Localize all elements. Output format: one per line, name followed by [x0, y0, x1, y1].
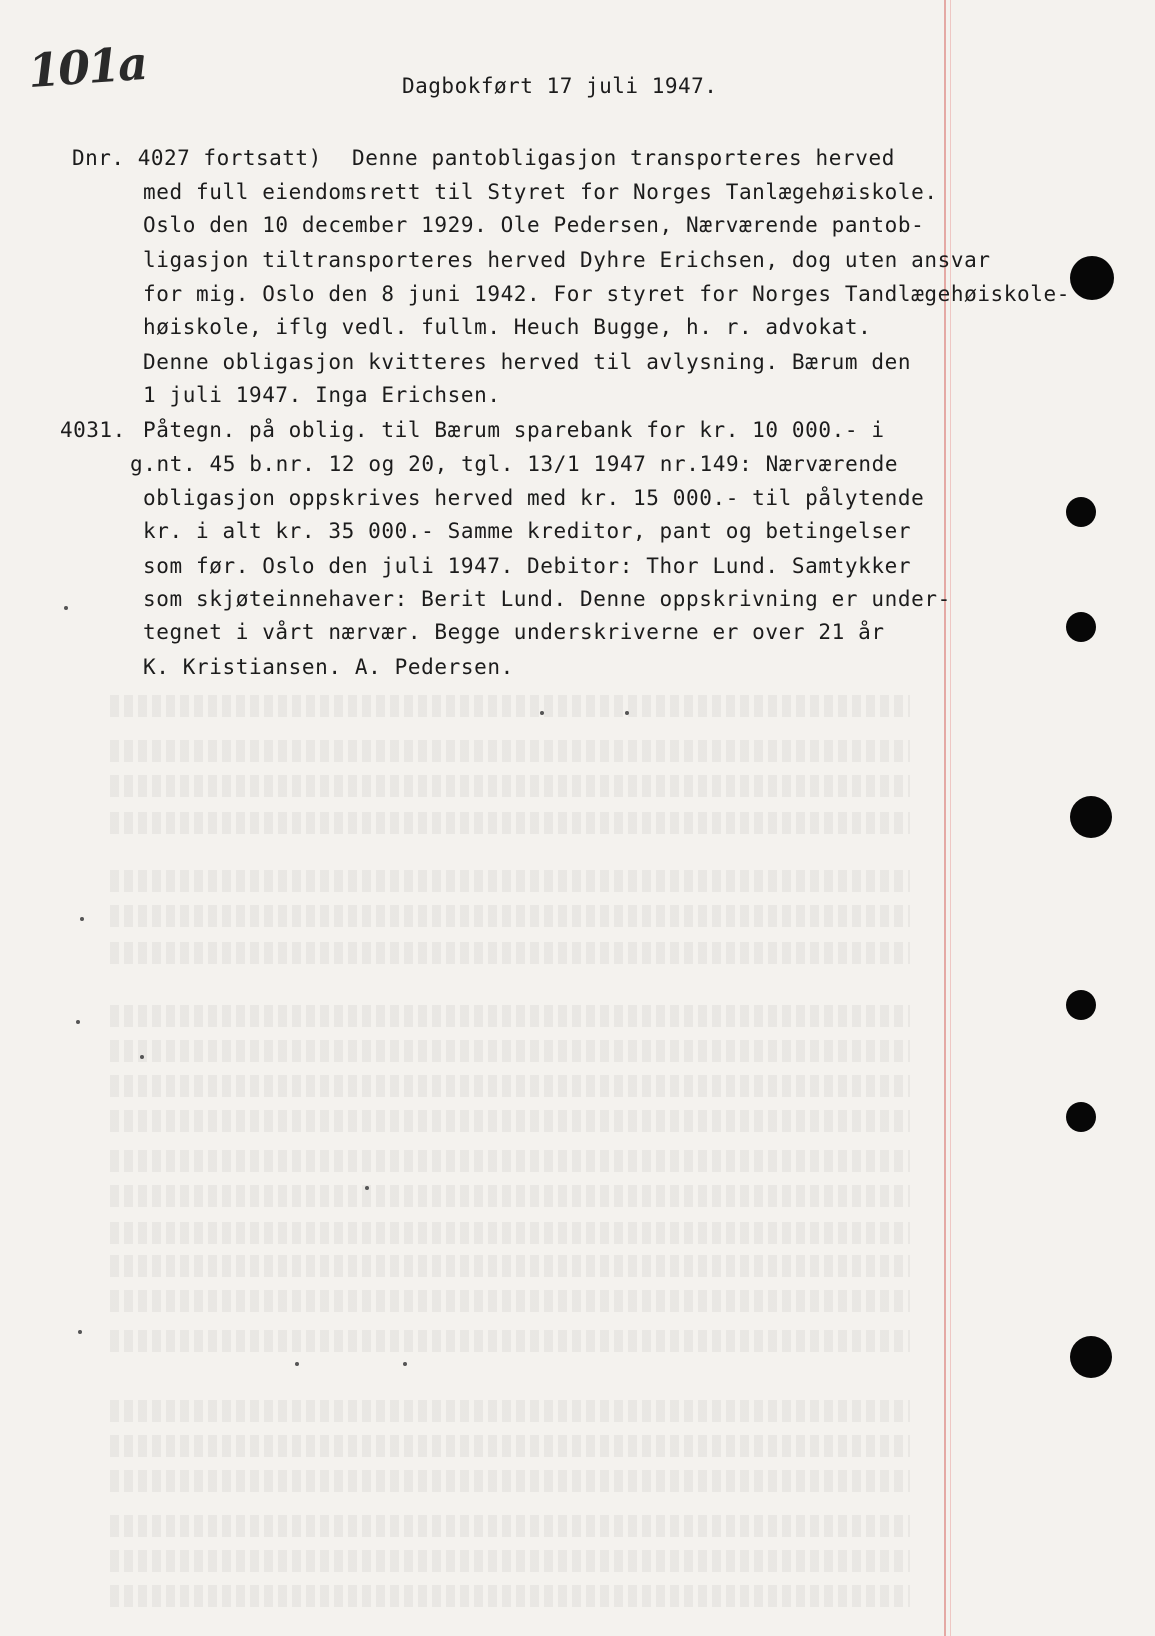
- ink-dot: [295, 1362, 299, 1366]
- entry-number: Dnr. 4027 fortsatt): [72, 146, 322, 170]
- ink-dot: [76, 1020, 80, 1024]
- bleed-through: [110, 1040, 910, 1062]
- bleed-through: [110, 1290, 910, 1312]
- bleed-through: [110, 1222, 910, 1244]
- entry-line: tegnet i vårt nærvær. Begge underskriverne er over 21 år: [143, 620, 885, 644]
- entry-line: 1 juli 1947. Inga Erichsen.: [143, 383, 501, 407]
- punch-hole: [1070, 256, 1114, 300]
- punch-hole: [1066, 497, 1096, 527]
- bleed-through: [110, 775, 910, 797]
- entry-line: Denne pantobligasjon transporteres herved: [352, 146, 895, 170]
- ink-dot: [64, 606, 68, 610]
- entry-line: g.nt. 45 b.nr. 12 og 20, tgl. 13/1 1947 nr.149: Nærværende: [130, 452, 899, 476]
- ink-dot: [140, 1055, 144, 1059]
- margin-rule-secondary: [950, 0, 951, 1636]
- bleed-through: [110, 905, 910, 927]
- bleed-through: [110, 1470, 910, 1492]
- bleed-through: [110, 695, 910, 717]
- punch-hole: [1066, 612, 1096, 642]
- bleed-through: [110, 1435, 910, 1457]
- bleed-through: [110, 942, 910, 964]
- bleed-through: [110, 1150, 910, 1172]
- ink-dot: [625, 711, 629, 715]
- bleed-through: [110, 1075, 910, 1097]
- entry-line: ligasjon tiltransporteres herved Dyhre Erichsen, dog uten ansvar: [143, 248, 991, 272]
- ink-dot: [80, 917, 84, 921]
- ink-dot: [540, 711, 544, 715]
- bleed-through: [110, 740, 910, 762]
- entry-line: for mig. Oslo den 8 juni 1942. For styret for Norges Tandlægehøiskole-: [143, 282, 1071, 306]
- bleed-through: [110, 1515, 910, 1537]
- entry-line: som før. Oslo den juli 1947. Debitor: Thor Lund. Samtykker: [143, 554, 912, 578]
- punch-hole: [1066, 1102, 1096, 1132]
- ink-dot: [403, 1362, 407, 1366]
- folio-number: 101a: [26, 35, 148, 99]
- bleed-through: [110, 1185, 910, 1207]
- entry-line: Påtegn. på oblig. til Bærum sparebank for kr. 10 000.- i: [143, 418, 885, 442]
- bleed-through: [110, 870, 910, 892]
- page-header: Dagbokført 17 juli 1947.: [402, 74, 718, 98]
- margin-rule: [944, 0, 946, 1636]
- entry-number: 4031.: [60, 418, 126, 442]
- entry-line: Oslo den 10 december 1929. Ole Pedersen, Nærværende pantob-: [143, 213, 925, 237]
- punch-hole: [1066, 990, 1096, 1020]
- entry-line: kr. i alt kr. 35 000.- Samme kreditor, pant og betingelser: [143, 519, 912, 543]
- entry-line: som skjøteinnehaver: Berit Lund. Denne oppskrivning er under-: [143, 587, 951, 611]
- ink-dot: [78, 1330, 82, 1334]
- bleed-through: [110, 1585, 910, 1607]
- bleed-through: [110, 1255, 910, 1277]
- entry-line: obligasjon oppskrives herved med kr. 15 000.- til pålytende: [143, 486, 925, 510]
- entry-line: høiskole, iflg vedl. fullm. Heuch Bugge, h. r. advokat.: [143, 315, 872, 339]
- bleed-through: [110, 1110, 910, 1132]
- ink-dot: [365, 1186, 369, 1190]
- punch-hole: [1070, 1336, 1112, 1378]
- bleed-through: [110, 1550, 910, 1572]
- bleed-through: [110, 812, 910, 834]
- bleed-through: [110, 1005, 910, 1027]
- bleed-through: [110, 1330, 910, 1352]
- entry-line: K. Kristiansen. A. Pedersen.: [143, 655, 514, 679]
- entry-line: med full eiendomsrett til Styret for Norges Tanlægehøiskole.: [143, 180, 938, 204]
- entry-line: Denne obligasjon kvitteres herved til avlysning. Bærum den: [143, 350, 912, 374]
- bleed-through: [110, 1400, 910, 1422]
- punch-hole: [1070, 796, 1112, 838]
